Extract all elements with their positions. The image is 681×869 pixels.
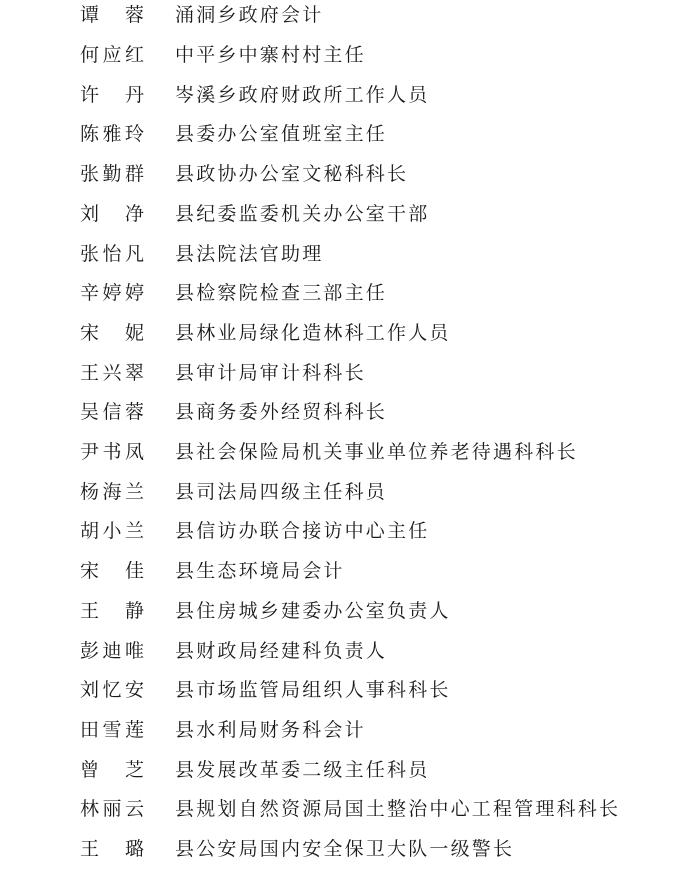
- person-name: 刘 忆 安: [80, 679, 144, 702]
- list-item: [0, 750, 681, 790]
- list-item: [0, 274, 681, 314]
- list-item: [0, 552, 681, 592]
- list-item: [0, 314, 681, 354]
- person-role: 县住房城乡建委办公室负责人: [175, 599, 451, 622]
- person-name: 张 勤 群: [80, 163, 144, 186]
- person-name: 尹 书 凤: [80, 441, 144, 464]
- person-role: 县检察院检查三部主任: [175, 282, 388, 305]
- person-name: 宋 妮: [80, 321, 144, 344]
- list-item: [0, 592, 681, 632]
- list-item: [0, 234, 681, 274]
- person-name: 曾 芝: [80, 758, 144, 781]
- person-role: 县市场监管局组织人事科科长: [175, 679, 451, 702]
- person-name: 刘 净: [80, 202, 144, 225]
- person-role: 县生态环境局会计: [175, 560, 345, 583]
- person-name: 宋 佳: [80, 560, 144, 583]
- person-role: 县发展改革委二级主任科员: [175, 758, 430, 781]
- list-item: [0, 711, 681, 751]
- person-role: 县财政局经建科负责人: [175, 639, 388, 662]
- person-role: 县商务委外经贸科科长: [175, 401, 388, 424]
- person-role: 县林业局绿化造林科工作人员: [175, 321, 451, 344]
- person-name: 陈 雅 玲: [80, 123, 144, 146]
- person-name: 吴 信 蓉: [80, 401, 144, 424]
- person-role: 县水利局财务科会计: [175, 718, 366, 741]
- list-item: [0, 671, 681, 711]
- list-item: [0, 75, 681, 115]
- list-item: [0, 195, 681, 235]
- list-item: [0, 0, 681, 36]
- list-item: [0, 433, 681, 473]
- person-role: 县法院法官助理: [175, 242, 324, 265]
- person-name: 彭 迪 唯: [80, 639, 144, 662]
- list-item: [0, 472, 681, 512]
- list-item: [0, 830, 681, 869]
- person-name: 田 雪 莲: [80, 718, 144, 741]
- person-role: 县规划自然资源局国土整治中心工程管理科科长: [175, 798, 621, 821]
- person-role: 县政协办公室文秘科科长: [175, 163, 409, 186]
- list-item: [0, 512, 681, 552]
- person-name: 王 璐: [80, 838, 144, 861]
- person-role: 县信访办联合接访中心主任: [175, 520, 430, 543]
- person-name: 林 丽 云: [80, 798, 144, 821]
- person-role: 岑溪乡政府财政所工作人员: [175, 83, 430, 106]
- person-name: 许 丹: [80, 83, 144, 106]
- person-role: 县审计局审计科科长: [175, 361, 366, 384]
- person-name: 胡 小 兰: [80, 520, 144, 543]
- person-role: 中平乡中寨村村主任: [175, 44, 366, 67]
- list-item: [0, 155, 681, 195]
- person-name: 辛 婷 婷: [80, 282, 144, 305]
- person-role: 县公安局国内安全保卫大队一级警长: [175, 838, 515, 861]
- person-role: 县纪委监委机关办公室干部: [175, 202, 430, 225]
- list-item: [0, 36, 681, 76]
- person-role: 涌洞乡政府会计: [175, 4, 324, 27]
- person-name: 张 怡 凡: [80, 242, 144, 265]
- person-name: 王 兴 翠: [80, 361, 144, 384]
- person-role: 县委办公室值班室主任: [175, 123, 388, 146]
- list-item: [0, 115, 681, 155]
- list-item: [0, 790, 681, 830]
- person-role: 县司法局四级主任科员: [175, 480, 388, 503]
- person-name: 杨 海 兰: [80, 480, 144, 503]
- person-name: 王 静: [80, 599, 144, 622]
- list-item: [0, 393, 681, 433]
- list-item: [0, 353, 681, 393]
- person-role: 县社会保险局机关事业单位养老待遇科科长: [175, 441, 578, 464]
- list-item: [0, 631, 681, 671]
- person-name: 何 应 红: [80, 44, 144, 67]
- person-name: 谭 蓉: [80, 4, 144, 27]
